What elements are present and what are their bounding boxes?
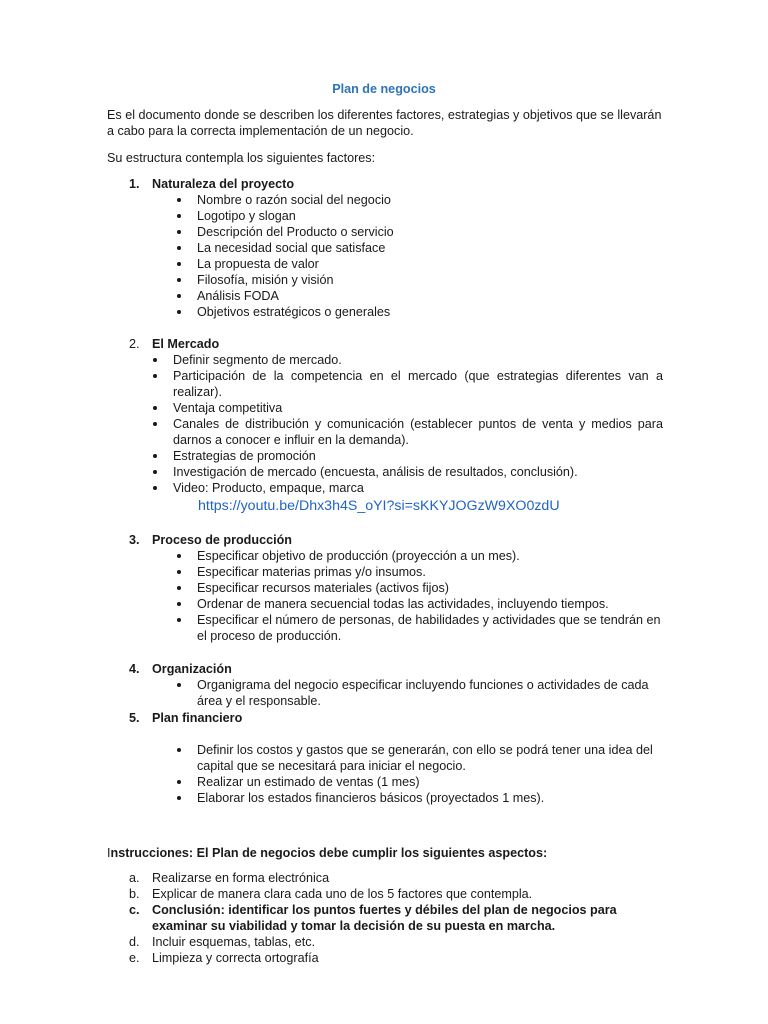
list-item: La propuesta de valor <box>107 256 663 272</box>
list-item: Realizar un estimado de ventas (1 mes) <box>107 774 663 790</box>
list-item: Elaborar los estados financieros básicos (proyectados 1 mes). <box>107 790 663 806</box>
instructions-heading: Instrucciones: El Plan de negocios debe cumplir los siguientes aspectos: <box>107 846 548 860</box>
bullet-icon <box>177 748 181 752</box>
intro-paragraph: Es el documento donde se describen los diferentes factores, estrategias y objetivos que se llevarán a cabo para la correcta implementación de un negocio. <box>107 108 662 138</box>
section-produccion <box>107 532 667 644</box>
list-item: b. Explicar de manera clara cada uno de los 5 factores que contempla. <box>129 887 533 901</box>
bullet-icon <box>153 374 157 378</box>
bullet-icon <box>153 422 157 426</box>
section-title: Proceso de producción <box>152 533 292 547</box>
section-title: El Mercado <box>152 337 220 351</box>
list-item: d. Incluir esquemas, tablas, etc. <box>129 935 316 949</box>
list-item: Estrategias de promoción <box>107 448 663 464</box>
list-item: Especificar objetivo de producción (proyección a un mes). <box>107 548 663 564</box>
list-item: Especificar el número de personas, de habilidades y actividades que se tendrán en el proceso de producción. <box>107 612 663 644</box>
structure-intro: Su estructura contempla los siguientes factores: <box>107 151 376 165</box>
bullet-icon <box>177 230 181 234</box>
bullet-icon <box>153 454 157 458</box>
list-item: c. Conclusión: identificar los puntos fuertes y débiles del plan de negocios para examinar su viabilidad y tomar la decisión de su puesta en marcha. <box>129 903 617 933</box>
list-item: Descripción del Producto o servicio <box>107 224 663 240</box>
list-item: Logotipo y slogan <box>107 208 663 224</box>
bullet-icon <box>153 358 157 362</box>
bullet-icon <box>153 486 157 490</box>
list-item: Ventaja competitiva <box>107 400 663 416</box>
list-item: Análisis FODA <box>107 288 663 304</box>
list-item: Definir los costos y gastos que se generarán, con ello se podrá tener una idea del capital que se necesitará para iniciar el negocio. <box>107 742 663 774</box>
list-item: Ordenar de manera secuencial todas las actividades, incluyendo tiempos. <box>107 596 663 612</box>
bullet-icon <box>177 586 181 590</box>
list-item: Investigación de mercado (encuesta, análisis de resultados, conclusión). <box>107 464 663 480</box>
instructions-list <box>107 870 663 966</box>
bullet-icon <box>177 246 181 250</box>
section-number: 4. <box>129 662 140 676</box>
bullet-icon <box>177 310 181 314</box>
page-title: Plan de negocios <box>332 82 436 96</box>
bullet-icon <box>177 214 181 218</box>
bullet-icon <box>177 780 181 784</box>
video-link[interactable]: https://youtu.be/Dhx3h4S_oYI?si=sKKYJOGzW9XO0zdU <box>198 498 560 514</box>
list-item: Nombre o razón social del negocio <box>107 192 663 208</box>
list-item: Filosofía, misión y visión <box>107 272 663 288</box>
section-title: Naturaleza del proyecto <box>152 177 295 191</box>
bullet-icon <box>177 602 181 606</box>
list-item: Especificar materias primas y/o insumos. <box>107 564 663 580</box>
section-title: Plan financiero <box>152 711 243 725</box>
list-item: Especificar recursos materiales (activos fijos) <box>107 580 663 596</box>
list-item: Participación de la competencia en el mercado (que estrategias diferentes van a realizar). <box>107 368 663 400</box>
list-item: a. Realizarse en forma electrónica <box>129 871 330 885</box>
bullet-icon <box>177 570 181 574</box>
list-item: Video: Producto, empaque, marca <box>107 480 663 496</box>
bullet-icon <box>177 278 181 282</box>
list-item: e. Limpieza y correcta ortografía <box>129 951 319 965</box>
list-item: La necesidad social que satisface <box>107 240 663 256</box>
section-mercado <box>107 336 667 516</box>
section-number: 3. <box>129 533 140 547</box>
section-number: 2. <box>129 337 140 351</box>
section-organizacion <box>107 661 667 709</box>
bullet-icon <box>177 554 181 558</box>
list-item: Canales de distribución y comunicación (establecer puntos de venta y medios para darnos a conocer e influir en la demanda). <box>107 416 663 448</box>
section-number: 5. <box>129 711 140 725</box>
bullet-icon <box>153 470 157 474</box>
section-financiero <box>107 710 667 806</box>
section-title: Organización <box>152 662 232 676</box>
bullet-icon <box>177 198 181 202</box>
list-item: Definir segmento de mercado. <box>107 352 663 368</box>
bullet-icon <box>177 262 181 266</box>
bullet-icon <box>177 683 181 687</box>
bullet-icon <box>177 618 181 622</box>
section-naturaleza <box>107 176 667 320</box>
bullet-icon <box>153 406 157 410</box>
bullet-icon <box>177 796 181 800</box>
list-item: Organigrama del negocio especificar incluyendo funciones o actividades de cada área y el responsable. <box>107 677 663 709</box>
bullet-icon <box>177 294 181 298</box>
list-item: Objetivos estratégicos o generales <box>107 304 663 320</box>
section-number: 1. <box>129 177 140 191</box>
